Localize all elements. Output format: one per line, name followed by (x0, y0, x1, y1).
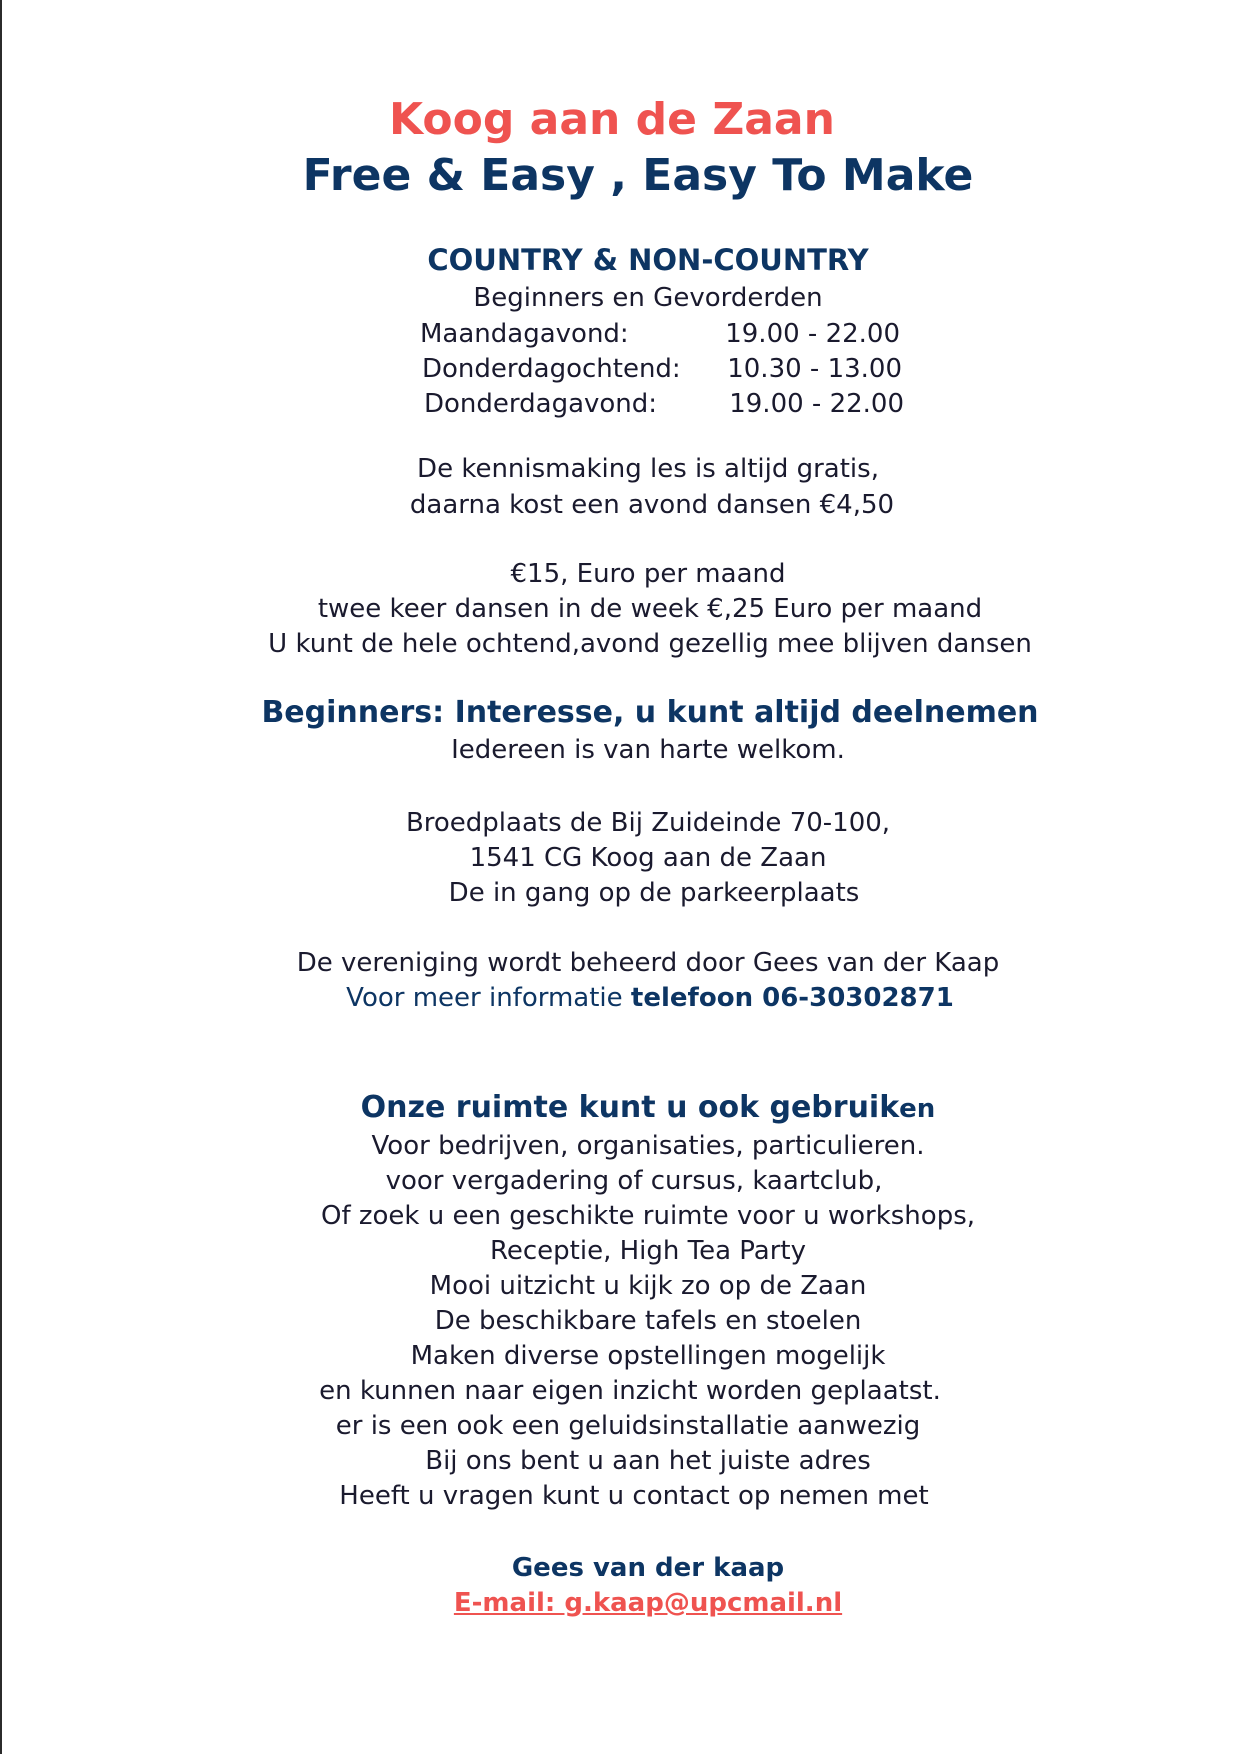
managed-by-text: De vereniging wordt beheerd door Gees van der Kaap (296, 948, 1000, 978)
pricing-intro: De kennismaking les is altijd gratis, (417, 454, 879, 484)
rental-heading (28, 1088, 1240, 1129)
address-street: Broedplaats de Bij Zuideinde 70-100, (405, 808, 891, 838)
tagline-title: Free & Easy , Easy To Make (302, 150, 974, 201)
lessons-heading: COUNTRY & NON-COUNTRY (427, 243, 869, 277)
email-link[interactable]: E-mail: g.kaap@upcmail.nl (453, 1588, 843, 1618)
info-prefix: Voor meer informatie (346, 983, 631, 1013)
address-entrance: De in gang op de parkeerplaats (448, 878, 860, 908)
welcome-text: Iedereen is van harte welkom. (451, 735, 845, 765)
schedule-time: 10.30 - 13.00 (727, 354, 902, 384)
rental-line: en kunnen naar eigen inzicht worden geplaatst. (319, 1376, 941, 1406)
location-title: Koog aan de Zaan (389, 94, 835, 145)
rental-line: voor vergadering of cursus, kaartclub, (385, 1166, 883, 1196)
rental-heading-suffix: en (899, 1094, 936, 1124)
schedule-time: 19.00 - 22.00 (729, 389, 904, 419)
address-postal: 1541 CG Koog aan de Zaan (469, 843, 827, 873)
contact-name: Gees van der kaap (511, 1553, 785, 1583)
schedule-day: Donderdagavond: (424, 389, 658, 419)
rental-line: er is een ook een geluidsinstallatie aanwezig (335, 1411, 921, 1441)
lessons-level: Beginners en Gevorderden (473, 283, 823, 313)
rental-line: Mooi uitzicht u kijk zo op de Zaan (429, 1271, 867, 1301)
rental-line: De beschikbare tafels en stoelen (434, 1306, 862, 1336)
rental-line: Of zoek u een geschikte ruimte voor u workshops, (320, 1201, 976, 1231)
rental-line: Voor bedrijven, organisaties, particulieren. (371, 1131, 925, 1161)
schedule-day: Donderdagochtend: (422, 354, 681, 384)
pricing-stay-dancing: U kunt de hele ochtend,avond gezellig mee blijven dansen (268, 629, 1032, 659)
pricing-monthly: €15, Euro per maand (510, 559, 786, 589)
rental-heading-main: Onze ruimte kunt u ook gebruik (360, 1090, 900, 1125)
rental-line: Bij ons bent u aan het juiste adres (425, 1446, 871, 1476)
rental-line: Maken diverse opstellingen mogelijk (410, 1341, 886, 1371)
rental-line: Receptie, High Tea Party (489, 1236, 807, 1266)
schedule-time: 19.00 - 22.00 (725, 319, 900, 349)
phone-number[interactable]: telefoon 06-30302871 (630, 983, 954, 1013)
rental-line: Heeft u vragen kunt u contact op nemen met (339, 1481, 929, 1511)
pricing-evening: daarna kost een avond dansen €4,50 (409, 490, 895, 520)
schedule-day: Maandagavond: (420, 319, 629, 349)
pricing-twice-weekly: twee keer dansen in de week €,25 Euro per maand (317, 594, 983, 624)
beginners-heading: Beginners: Interesse, u kunt altijd deelnemen (261, 695, 1039, 730)
contact-line (30, 980, 1240, 1016)
